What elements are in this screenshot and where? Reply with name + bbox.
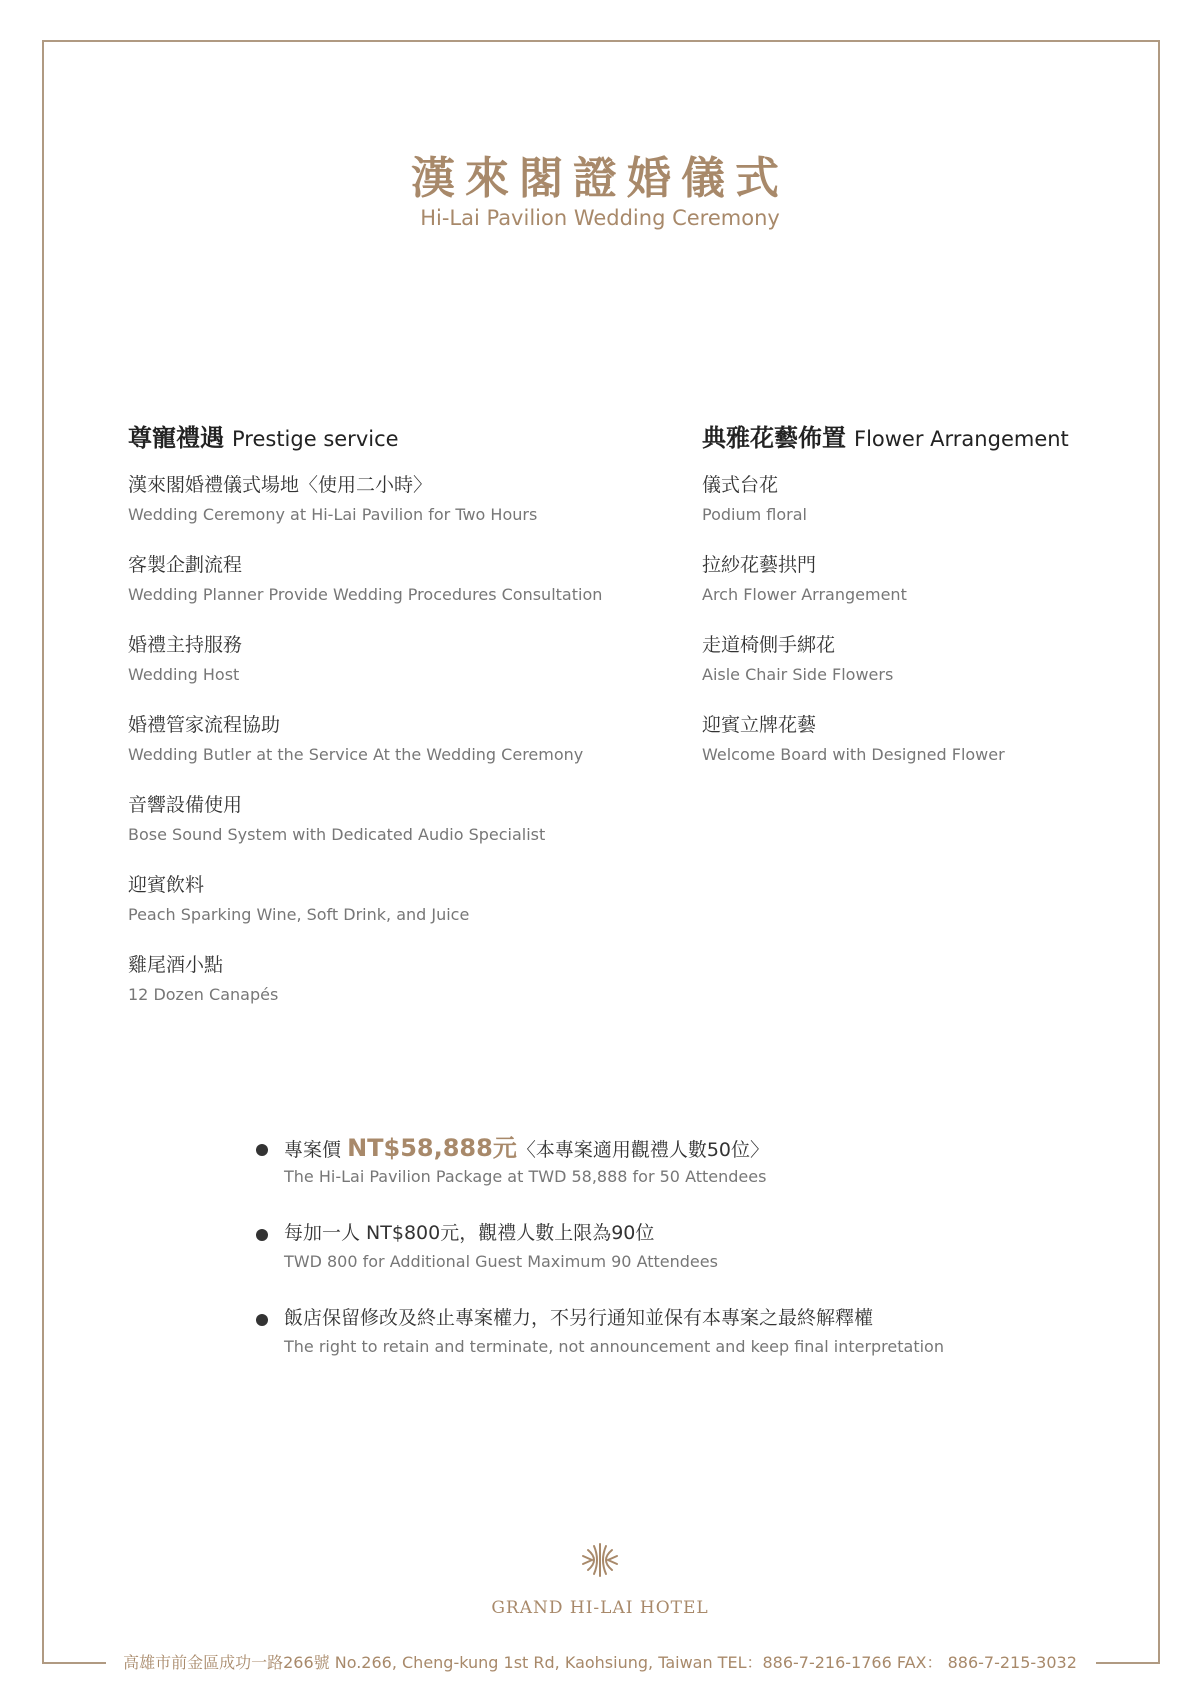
item-label-zh: 客製企劃流程 — [128, 554, 243, 576]
bullet-dot-icon — [256, 1229, 268, 1241]
item-label-zh: 拉紗花藝拱門 — [702, 554, 817, 576]
note-item-terms — [254, 1302, 1014, 1387]
list-item — [702, 470, 1142, 550]
bullet-dot-icon — [256, 1144, 268, 1156]
flower-arrangement-heading — [702, 418, 1142, 454]
list-item — [128, 950, 668, 1030]
note-prefix: 專案價 — [284, 1139, 342, 1161]
item-label-en: Wedding Planner Provide Wedding Procedures Consultation — [128, 585, 603, 604]
item-label-en: Wedding Ceremony at Hi-Lai Pavilion for Two Hours — [128, 505, 538, 524]
prestige-service-section — [128, 418, 668, 1030]
prestige-heading-en: Prestige service — [232, 427, 399, 451]
page-frame-right — [1158, 40, 1160, 1664]
list-item — [128, 630, 668, 710]
page-frame-bottom-right — [1096, 1662, 1160, 1664]
item-label-zh: 音響設備使用 — [128, 794, 243, 816]
flower-heading-zh: 典雅花藝佈置 — [702, 424, 846, 452]
item-label-zh: 婚禮管家流程協助 — [128, 714, 281, 736]
item-label-en: Bose Sound System with Dedicated Audio Specialist — [128, 825, 546, 844]
item-label-zh: 迎賓飲料 — [128, 874, 205, 896]
item-label-en: Welcome Board with Designed Flower — [702, 745, 1005, 764]
list-item — [702, 630, 1142, 710]
hotel-brand-name: GRAND HI-LAI HOTEL — [491, 1598, 709, 1618]
note-text-zh — [284, 1132, 1014, 1164]
list-item — [128, 870, 668, 950]
flower-heading-en: Flower Arrangement — [854, 427, 1069, 451]
note-item-price — [254, 1132, 1014, 1217]
page-frame-top — [42, 40, 1160, 42]
item-label-en: Wedding Butler at the Service At the Wedding Ceremony — [128, 745, 584, 764]
note-text-en: The Hi-Lai Pavilion Package at TWD 58,888 for 50 Attendees — [284, 1167, 767, 1186]
note-text-en: TWD 800 for Additional Guest Maximum 90 Attendees — [284, 1252, 718, 1271]
item-label-zh: 走道椅側手綁花 — [702, 634, 836, 656]
list-item — [702, 550, 1142, 630]
page-frame-bottom-left — [42, 1662, 106, 1664]
page-title-en: Hi-Lai Pavilion Wedding Ceremony — [420, 206, 780, 230]
bullet-dot-icon — [256, 1314, 268, 1326]
footer-contact-info: 高雄市前金區成功一路266號 No.266, Cheng-kung 1st Rd, Kaohsiung, Taiwan TEL：886-7-216-1766 FAX： 886-7-215-3032 — [123, 1653, 1077, 1672]
note-text-en: The right to retain and terminate, not announcement and keep final interpretation — [284, 1337, 944, 1356]
note-item-additional-guest — [254, 1217, 1014, 1302]
package-notes — [254, 1132, 1014, 1387]
list-item — [128, 790, 668, 870]
prestige-service-heading — [128, 418, 668, 454]
page-title-zh: 漢來閣證婚儀式 — [411, 153, 789, 204]
page-frame-left — [42, 40, 44, 1664]
list-item — [702, 710, 1142, 790]
item-label-en: Aisle Chair Side Flowers — [702, 665, 894, 684]
package-price: NT$58,888元 — [347, 1134, 517, 1162]
item-label-en: Wedding Host — [128, 665, 240, 684]
item-label-zh: 婚禮主持服務 — [128, 634, 243, 656]
list-item — [128, 710, 668, 790]
item-label-zh: 漢來閣婚禮儀式場地〈使用二小時〉 — [128, 474, 433, 496]
list-item — [128, 470, 668, 550]
item-label-en: 12 Dozen Canapés — [128, 985, 279, 1004]
grand-hi-lai-logo-icon — [580, 1540, 620, 1580]
flower-arrangement-section — [702, 418, 1142, 790]
item-label-zh: 儀式台花 — [702, 474, 779, 496]
prestige-heading-zh: 尊寵禮遇 — [128, 424, 224, 452]
note-text-zh: 每加一人 NT$800元，觀禮人數上限為90位 — [284, 1222, 655, 1244]
item-label-zh: 雞尾酒小點 — [128, 954, 224, 976]
item-label-en: Arch Flower Arrangement — [702, 585, 907, 604]
note-suffix: 〈本專案適用觀禮人數50位〉 — [516, 1139, 770, 1161]
item-label-en: Peach Sparking Wine, Soft Drink, and Juice — [128, 905, 470, 924]
item-label-en: Podium floral — [702, 505, 807, 524]
note-text-zh: 飯店保留修改及終止專案權力，不另行通知並保有本專案之最終解釋權 — [284, 1307, 874, 1329]
item-label-zh: 迎賓立牌花藝 — [702, 714, 817, 736]
list-item — [128, 550, 668, 630]
